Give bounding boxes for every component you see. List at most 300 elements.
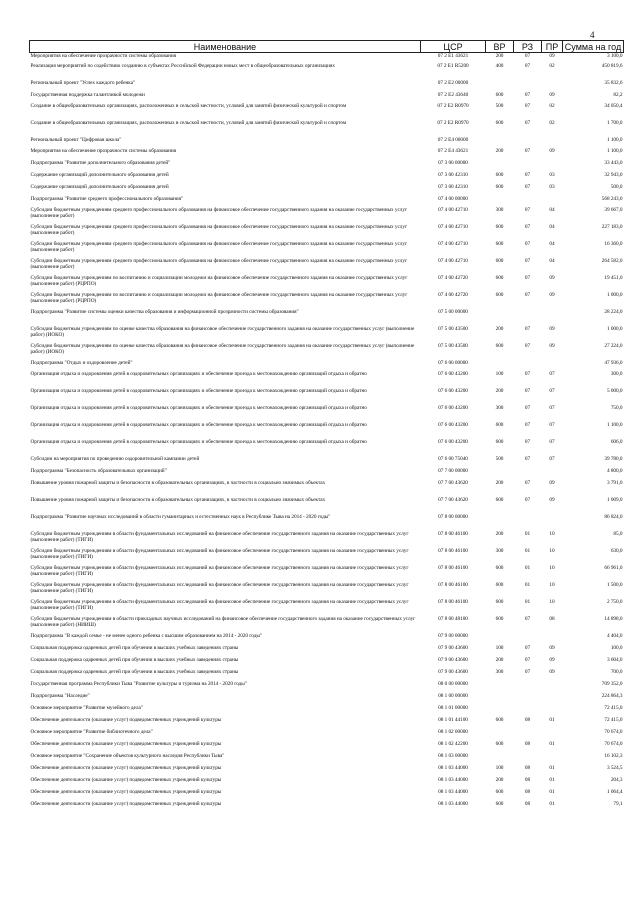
cell-pr: 03 bbox=[549, 183, 555, 190]
cell-sum: 32 943,0 bbox=[604, 171, 623, 178]
cell-sum: 85,0 bbox=[613, 530, 623, 537]
cell-pr: 10 bbox=[549, 564, 555, 571]
cell-pr bbox=[542, 360, 563, 371]
cell-pr: 04 bbox=[549, 223, 555, 230]
cell-name: Организация отдыха и оздоровления детей в оздоровительных организациях и обеспечение проезда к местонахождению организаций отдыха и обратно bbox=[30, 370, 367, 377]
cell-csr: 08 1 01 00000 bbox=[438, 704, 468, 711]
cell-name: Субсидии бюджетным учреждениям в области фундаментальных исследований на финансовое обеспечение государственного задания на оказание государственных услуг (выполнение работ) (ТИГИ) bbox=[30, 564, 409, 577]
cell-name: Создание в общеобразовательных организациях, расположенных в сельской местности, условий для занятий физической культурой и спортом bbox=[30, 102, 347, 109]
cell-sum: 1 064,4 bbox=[606, 788, 623, 795]
cell-pr: 09 bbox=[549, 291, 555, 298]
table-row bbox=[30, 777, 624, 789]
cell-rz: 07 bbox=[524, 325, 531, 332]
header-csr: ЦСР bbox=[421, 41, 486, 53]
cell-rz bbox=[514, 514, 542, 531]
cell-sum: 300,0 bbox=[610, 370, 623, 377]
cell-sum: 16 360,0 bbox=[604, 240, 623, 247]
cell-rz bbox=[514, 360, 542, 371]
cell-name: Подпрограмма "Безопасность образовательных организаций" bbox=[30, 467, 167, 474]
cell-name: Организация отдыха и оздоровления детей в оздоровительных организациях и обеспечение проезда к местонахождению организаций отдыха и обратно bbox=[30, 438, 367, 445]
cell-csr: 07 2 E2 00000 bbox=[437, 79, 469, 86]
cell-pr: 01 bbox=[549, 764, 555, 771]
cell-name: Субсидии бюджетным учреждениям среднего профессионального образования на финансовое обеспечение государственного задания на оказание государственных услуг (выполнение работ) bbox=[30, 240, 408, 253]
cell-sum: 47 936,0 bbox=[604, 359, 623, 366]
cell-vr: 600 bbox=[495, 342, 504, 349]
cell-pr: 04 bbox=[549, 206, 555, 213]
cell-pr bbox=[542, 80, 563, 92]
cell-pr: 02 bbox=[549, 62, 555, 69]
cell-name: Субсидии бюджетным учреждениям по воспитанию и социализации молодежи на финансовое обеспечение государственного задания на оказание государственных услуг (выполнение работ) (РЦРПО) bbox=[30, 291, 408, 304]
cell-sum: 1 500,0 bbox=[606, 581, 623, 588]
cell-csr: 07 7 00 43620 bbox=[438, 479, 468, 486]
cell-name: Субсидии бюджетным учреждениям в области фундаментальных исследований на финансовое обеспечение государственного задания на оказание государственных услуг (выполнение работ) (ТИГИ) bbox=[30, 547, 409, 560]
cell-csr: 07 8 00 46100 bbox=[438, 581, 468, 588]
cell-rz: 01 bbox=[524, 547, 531, 554]
table-row bbox=[30, 741, 624, 753]
cell-rz bbox=[514, 705, 542, 717]
cell-vr: 300 bbox=[495, 206, 504, 213]
table-row bbox=[30, 92, 624, 103]
cell-name: Основное мероприятие "Развитие музейного дела" bbox=[30, 704, 143, 711]
cell-csr: 08 1 03 44000 bbox=[438, 776, 468, 783]
cell-vr: 600 bbox=[495, 496, 504, 503]
cell-vr: 200 bbox=[495, 530, 504, 537]
cell-csr: 07 4 00 00000 bbox=[438, 195, 468, 202]
table-row bbox=[30, 224, 624, 241]
cell-sum: 1 009,0 bbox=[606, 496, 623, 503]
cell-pr bbox=[542, 753, 563, 765]
cell-name: Региональный проект "Успех каждого ребенка" bbox=[30, 79, 136, 86]
cell-rz bbox=[514, 309, 542, 326]
cell-name: Организация отдыха и оздоровления детей в оздоровительных организациях и обеспечение проезда к местонахождению организаций отдыха и обратно bbox=[30, 421, 367, 428]
table-row bbox=[30, 468, 624, 480]
cell-name: Региональный проект "Цифровая школа" bbox=[30, 136, 122, 143]
cell-pr: 03 bbox=[549, 171, 555, 178]
table-row bbox=[30, 669, 624, 681]
cell-vr: 200 bbox=[495, 776, 504, 783]
cell-csr: 07 5 00 00000 bbox=[438, 308, 468, 315]
cell-sum: 264 582,0 bbox=[601, 257, 623, 264]
cell-csr: 08 1 02 42200 bbox=[438, 740, 468, 747]
cell-sum: 35 832,6 bbox=[604, 79, 623, 86]
cell-pr: 01 bbox=[549, 800, 555, 807]
cell-csr: 08 1 02 00000 bbox=[438, 728, 468, 735]
cell-sum: 630,0 bbox=[610, 547, 623, 554]
table-row bbox=[30, 343, 624, 360]
cell-pr: 04 bbox=[549, 240, 555, 247]
cell-rz: 07 bbox=[524, 183, 531, 190]
cell-csr: 07 6 00 00000 bbox=[438, 359, 468, 366]
table-row bbox=[30, 753, 624, 765]
cell-name: Субсидии бюджетным учреждениям среднего профессионального образования на финансовое обеспечение государственного задания на оказание государственных услуг (выполнение работ) bbox=[30, 257, 408, 270]
cell-rz bbox=[514, 693, 542, 705]
cell-vr: 600 bbox=[495, 119, 504, 126]
cell-rz bbox=[514, 729, 542, 741]
cell-rz bbox=[514, 753, 542, 765]
cell-name: Реализация мероприятий по содействию созданию в субъектах Российской Федерации новых мест в общеобразовательных организациях bbox=[30, 62, 335, 69]
cell-vr: 500 bbox=[495, 455, 504, 462]
cell-pr: 10 bbox=[549, 581, 555, 588]
table-row bbox=[30, 241, 624, 258]
cell-sum: 224 864,3 bbox=[601, 692, 623, 699]
cell-name: Субсидии бюджетным учреждениям в области фундаментальных исследований на финансовое обеспечение государственного задания на оказание государственных услуг (выполнение работ) (ТИГИ) bbox=[30, 598, 409, 611]
cell-sum: 1 100,0 bbox=[606, 147, 623, 154]
cell-name: Государственная программа Республики Тыва "Развитие культуры и туризма на 2014 - 2020 годы" bbox=[30, 680, 247, 687]
cell-name: Основное мероприятие "Развитие библиотечного дела" bbox=[30, 728, 153, 735]
table-row bbox=[30, 120, 624, 137]
cell-vr: 300 bbox=[495, 404, 504, 411]
cell-sum: 5 000,0 bbox=[606, 387, 623, 394]
cell-rz: 07 bbox=[524, 291, 531, 298]
table-row bbox=[30, 292, 624, 309]
cell-vr: 600 bbox=[495, 598, 504, 605]
cell-csr: 08 1 03 00000 bbox=[438, 752, 468, 759]
table-row bbox=[30, 439, 624, 456]
cell-csr: 07 8 00 46100 bbox=[438, 530, 468, 537]
cell-pr: 04 bbox=[549, 257, 555, 264]
cell-csr: 07 8 00 46100 bbox=[438, 564, 468, 571]
cell-name: Обеспечение деятельности (оказание услуг) подведомственных учреждений культуры bbox=[30, 716, 222, 723]
cell-rz: 08 bbox=[524, 716, 531, 723]
cell-csr: 07 3 00 42310 bbox=[438, 183, 468, 190]
cell-csr: 08 1 00 00000 bbox=[438, 692, 468, 699]
cell-csr: 07 8 00 00000 bbox=[438, 513, 468, 520]
cell-vr: 300 bbox=[495, 547, 504, 554]
table-row bbox=[30, 633, 624, 645]
cell-vr bbox=[486, 633, 514, 645]
cell-sum: 709 352,0 bbox=[601, 680, 623, 687]
cell-pr: 09 bbox=[549, 91, 555, 98]
cell-rz: 07 bbox=[524, 119, 531, 126]
cell-name: Обеспечение деятельности (оказание услуг) подведомственных учреждений культуры bbox=[30, 776, 222, 783]
cell-name: Повышение уровня пожарной защиты и безопасности в образовательных организациях, в частности в социально значимых объектах bbox=[30, 496, 326, 503]
cell-sum: 500,0 bbox=[610, 183, 623, 190]
cell-csr: 07 6 00 43200 bbox=[438, 438, 468, 445]
cell-name: Обеспечение деятельности (оказание услуг) подведомственных учреждений культуры bbox=[30, 800, 222, 807]
cell-csr: 08 0 00 00000 bbox=[438, 680, 468, 687]
cell-name: Субсидии бюджетным учреждениям по оценке качества образования на финансовое обеспечение государственного задания на оказание государственных услуг (выполнение работ) (ИОКО) bbox=[30, 325, 415, 338]
cell-csr: 07 4 00 42720 bbox=[438, 274, 468, 281]
cell-rz: 07 bbox=[524, 91, 531, 98]
cell-pr: 09 bbox=[549, 274, 555, 281]
cell-pr bbox=[542, 514, 563, 531]
table-row bbox=[30, 196, 624, 207]
cell-vr bbox=[486, 137, 514, 148]
table-row bbox=[30, 616, 624, 633]
cell-sum: 3 604,0 bbox=[606, 656, 623, 663]
cell-vr: 300 bbox=[495, 668, 504, 675]
table-row bbox=[30, 514, 624, 531]
cell-sum: 27 224,0 bbox=[604, 342, 623, 349]
cell-name: Субсидии бюджетным учреждениям среднего профессионального образования на финансовое обеспечение государственного задания на оказание государственных услуг (выполнение работ) bbox=[30, 206, 408, 219]
table-row bbox=[30, 207, 624, 224]
table-row bbox=[30, 599, 624, 616]
cell-csr: 07 2 E4 43621 bbox=[437, 147, 469, 154]
cell-name: Государственная поддержка талантливой молодежи bbox=[30, 91, 145, 98]
cell-name: Повышение уровня пожарной защиты и безопасности в образовательных организациях, в частности в социально значимых объектах bbox=[30, 479, 326, 486]
cell-name: Подпрограмма "Отдых и оздоровление детей" bbox=[30, 359, 133, 366]
cell-rz: 08 bbox=[524, 788, 531, 795]
cell-name: Субсидии бюджетным учреждениям в области фундаментальных исследований на финансовое обеспечение государственного задания на оказание государственных услуг (выполнение работ) (ТИГИ) bbox=[30, 581, 409, 594]
cell-pr bbox=[542, 309, 563, 326]
cell-vr: 100 bbox=[495, 370, 504, 377]
cell-name: Организация отдыха и оздоровления детей в оздоровительных организациях и обеспечение проезда к местонахождению организаций отдыха и обратно bbox=[30, 387, 367, 394]
cell-rz: 07 bbox=[524, 615, 531, 622]
cell-vr bbox=[486, 360, 514, 371]
cell-pr: 09 bbox=[549, 325, 555, 332]
cell-csr: 07 6 00 43200 bbox=[438, 370, 468, 377]
cell-name: Подпрограмма "Развитие научных исследований в области гуманитарных и естественных наук в Республике Тыва на 2014 - 2020 годы" bbox=[30, 513, 331, 520]
cell-csr: 07 4 00 42710 bbox=[438, 223, 468, 230]
cell-pr: 09 bbox=[549, 496, 555, 503]
cell-rz: 07 bbox=[524, 171, 531, 178]
cell-sum: 4 800,0 bbox=[606, 467, 623, 474]
table-row bbox=[30, 422, 624, 439]
cell-name: Подпрограмма "В каждой семье - не менее одного ребенка с высшим образованием на 2014 - 2020 годы" bbox=[30, 632, 262, 639]
cell-pr bbox=[542, 196, 563, 207]
table-row bbox=[30, 681, 624, 693]
cell-csr: 07 9 00 43600 bbox=[438, 668, 468, 675]
cell-vr: 600 bbox=[495, 171, 504, 178]
table-row bbox=[30, 705, 624, 717]
cell-rz: 08 bbox=[524, 776, 531, 783]
cell-pr: 07 bbox=[549, 404, 555, 411]
table-row bbox=[30, 148, 624, 160]
cell-sum: 3 791,0 bbox=[606, 479, 623, 486]
cell-vr: 200 bbox=[495, 479, 504, 486]
cell-pr bbox=[542, 160, 563, 172]
cell-sum: 3 100,0 bbox=[606, 53, 623, 59]
cell-name: Мероприятия на обеспечение прозрачности системы образования bbox=[30, 147, 177, 154]
cell-name: Социальная поддержка одаренных детей при обучении в высших учебных заведениях страны bbox=[30, 668, 239, 675]
cell-vr: 600 bbox=[495, 257, 504, 264]
cell-pr: 10 bbox=[549, 547, 555, 554]
cell-vr: 600 bbox=[495, 223, 504, 230]
table-row bbox=[30, 184, 624, 196]
cell-rz bbox=[514, 468, 542, 480]
cell-csr: 07 8 00 46100 bbox=[438, 598, 468, 605]
table-row bbox=[30, 53, 624, 63]
cell-vr: 600 bbox=[495, 800, 504, 807]
cell-sum: 82,2 bbox=[613, 91, 623, 98]
cell-rz: 07 bbox=[524, 496, 531, 503]
cell-pr: 09 bbox=[549, 656, 555, 663]
cell-name: Субсидии бюджетным учреждениям среднего профессионального образования на финансовое обеспечение государственного задания на оказание государственных услуг (выполнение работ) bbox=[30, 223, 408, 236]
cell-name: Обеспечение деятельности (оказание услуг) подведомственных учреждений культуры bbox=[30, 740, 222, 747]
cell-name: Организация отдыха и оздоровления детей в оздоровительных организациях и обеспечение проезда к местонахождению организаций отдыха и обратно bbox=[30, 404, 367, 411]
cell-rz: 07 bbox=[524, 240, 531, 247]
cell-rz: 07 bbox=[524, 370, 531, 377]
table-row bbox=[30, 582, 624, 599]
table-row bbox=[30, 360, 624, 371]
table-row bbox=[30, 103, 624, 120]
cell-pr: 08 bbox=[549, 615, 555, 622]
cell-sum: 100,0 bbox=[610, 644, 623, 651]
cell-sum: 19 451,0 bbox=[604, 274, 623, 281]
cell-csr: 08 1 01 44100 bbox=[438, 716, 468, 723]
cell-csr: 07 5 00 43500 bbox=[438, 342, 468, 349]
cell-name: Подпрограмма "Развитие системы оценки качества образования и информационной прозрачности системы образования" bbox=[30, 308, 299, 315]
table-row bbox=[30, 717, 624, 729]
cell-csr: 07 2 E2 R0970 bbox=[437, 119, 469, 126]
cell-sum: 34 050,4 bbox=[604, 102, 623, 109]
cell-pr: 02 bbox=[549, 102, 555, 109]
cell-pr: 09 bbox=[549, 644, 555, 651]
cell-csr: 07 6 00 43200 bbox=[438, 404, 468, 411]
cell-sum: 16 102,3 bbox=[604, 752, 623, 759]
cell-vr: 600 bbox=[495, 421, 504, 428]
cell-rz: 01 bbox=[524, 581, 531, 588]
cell-vr bbox=[486, 693, 514, 705]
cell-pr: 09 bbox=[549, 53, 555, 59]
cell-name: Субсидии бюджетным учреждениям в области фундаментальных исследований на финансовое обеспечение государственного задания на оказание государственных услуг (выполнение работ) (ТИГИ) bbox=[30, 530, 409, 543]
cell-sum: 204,3 bbox=[610, 776, 623, 783]
table-row bbox=[30, 326, 624, 343]
cell-vr: 600 bbox=[495, 615, 504, 622]
cell-sum: 1 700,0 bbox=[606, 119, 623, 126]
cell-pr bbox=[542, 729, 563, 741]
cell-rz bbox=[514, 633, 542, 645]
cell-rz: 07 bbox=[524, 223, 531, 230]
cell-sum: 450 819,6 bbox=[601, 62, 623, 69]
cell-vr bbox=[486, 80, 514, 92]
cell-csr: 07 2 E2 43640 bbox=[437, 91, 469, 98]
table-row bbox=[30, 789, 624, 801]
cell-rz bbox=[514, 137, 542, 148]
cell-sum: 3 524,5 bbox=[606, 764, 623, 771]
cell-rz: 07 bbox=[524, 404, 531, 411]
cell-sum: 227 183,0 bbox=[601, 223, 623, 230]
cell-pr: 07 bbox=[549, 455, 555, 462]
table-row bbox=[30, 405, 624, 422]
cell-pr: 07 bbox=[549, 387, 555, 394]
cell-sum: 568 243,0 bbox=[601, 195, 623, 202]
cell-sum: 750,0 bbox=[610, 404, 623, 411]
cell-rz: 07 bbox=[524, 342, 531, 349]
cell-sum: 70 674,0 bbox=[604, 740, 623, 747]
cell-vr: 100 bbox=[495, 644, 504, 651]
cell-rz: 08 bbox=[524, 800, 531, 807]
cell-rz: 08 bbox=[524, 764, 531, 771]
cell-vr bbox=[486, 514, 514, 531]
cell-rz: 01 bbox=[524, 598, 531, 605]
cell-vr bbox=[486, 160, 514, 172]
cell-name: Субсидии бюджетным учреждениям в области прикладных научных исследований на финансовое обеспечение государственного задания на оказание государственных услуг (выполнение работ) (НИИШ) bbox=[30, 615, 416, 628]
cell-vr bbox=[486, 753, 514, 765]
cell-vr: 500 bbox=[495, 102, 504, 109]
table-row bbox=[30, 63, 624, 80]
cell-pr bbox=[542, 693, 563, 705]
cell-csr: 07 6 00 43200 bbox=[438, 387, 468, 394]
cell-sum: 1 100,0 bbox=[606, 136, 623, 143]
cell-rz bbox=[514, 80, 542, 92]
cell-pr: 10 bbox=[549, 598, 555, 605]
table-row bbox=[30, 309, 624, 326]
cell-pr: 10 bbox=[549, 530, 555, 537]
cell-vr: 600 bbox=[495, 240, 504, 247]
table-row bbox=[30, 765, 624, 777]
table-row bbox=[30, 548, 624, 565]
cell-csr: 07 6 00 75040 bbox=[438, 455, 468, 462]
header-name: Наименование bbox=[30, 41, 421, 53]
table-row bbox=[30, 80, 624, 92]
cell-sum: 1 000,0 bbox=[606, 291, 623, 298]
cell-pr: 02 bbox=[549, 119, 555, 126]
cell-vr: 200 bbox=[495, 387, 504, 394]
cell-name: Подпрограмма "Развитие среднего профессионального образования" bbox=[30, 195, 184, 202]
cell-name: Субсидии на мероприятия по проведению оздоровительной кампании детей bbox=[30, 455, 200, 462]
cell-rz: 01 bbox=[524, 530, 531, 537]
cell-name: Обеспечение деятельности (оказание услуг) подведомственных учреждений культуры bbox=[30, 764, 222, 771]
cell-sum: 72 415,0 bbox=[604, 704, 623, 711]
cell-name: Обеспечение деятельности (оказание услуг) подведомственных учреждений культуры bbox=[30, 788, 222, 795]
table-row bbox=[30, 371, 624, 388]
cell-vr: 200 bbox=[495, 53, 504, 59]
cell-name: Основное мероприятие "Сохранение объектов культурного наследия Республики Тыва" bbox=[30, 752, 225, 759]
cell-sum: 39 667,0 bbox=[604, 206, 623, 213]
cell-csr: 08 1 03 44000 bbox=[438, 764, 468, 771]
cell-sum: 66 961,0 bbox=[604, 564, 623, 571]
cell-vr bbox=[486, 681, 514, 693]
cell-vr: 200 bbox=[495, 325, 504, 332]
cell-name: Создание в общеобразовательных организациях, расположенных в сельской местности, условий для занятий физической культурой и спортом bbox=[30, 119, 347, 126]
cell-csr: 08 1 03 44000 bbox=[438, 800, 468, 807]
cell-csr: 07 8 00 48100 bbox=[438, 615, 468, 622]
cell-sum: 2 750,0 bbox=[606, 598, 623, 605]
cell-csr: 07 2 E1 43621 bbox=[437, 53, 469, 59]
cell-csr: 07 5 00 43500 bbox=[438, 325, 468, 332]
cell-vr: 600 bbox=[495, 788, 504, 795]
cell-sum: 1 100,0 bbox=[606, 421, 623, 428]
cell-rz: 07 bbox=[524, 479, 531, 486]
cell-pr: 01 bbox=[549, 788, 555, 795]
cell-name: Подпрограмма "Наследие" bbox=[30, 692, 90, 699]
cell-csr: 07 2 E4 00000 bbox=[437, 136, 469, 143]
table-row bbox=[30, 275, 624, 292]
table-row bbox=[30, 456, 624, 468]
cell-pr: 07 bbox=[549, 421, 555, 428]
cell-csr: 07 9 00 43600 bbox=[438, 656, 468, 663]
cell-csr: 07 7 00 00000 bbox=[438, 467, 468, 474]
cell-sum: 606,0 bbox=[610, 438, 623, 445]
cell-vr: 200 bbox=[495, 656, 504, 663]
cell-csr: 07 4 00 42710 bbox=[438, 240, 468, 247]
cell-pr bbox=[542, 137, 563, 148]
header-pr: ПР bbox=[542, 41, 563, 53]
cell-sum: 72 415,0 bbox=[604, 716, 623, 723]
cell-name: Субсидии бюджетным учреждениям по оценке качества образования на финансовое обеспечение государственного задания на оказание государственных услуг (выполнение работ) (ИОКО) bbox=[30, 342, 415, 355]
cell-pr: 09 bbox=[549, 147, 555, 154]
cell-rz bbox=[514, 196, 542, 207]
cell-csr: 07 3 00 00000 bbox=[438, 159, 468, 166]
cell-sum: 33 443,0 bbox=[604, 159, 623, 166]
page-number: 4 bbox=[590, 30, 595, 40]
cell-vr bbox=[486, 705, 514, 717]
cell-vr: 600 bbox=[495, 183, 504, 190]
table-row bbox=[30, 172, 624, 184]
cell-csr: 07 2 E2 R0970 bbox=[437, 102, 469, 109]
cell-vr: 600 bbox=[495, 581, 504, 588]
cell-rz: 07 bbox=[524, 102, 531, 109]
cell-pr: 01 bbox=[549, 716, 555, 723]
cell-name: Социальная поддержка одаренных детей при обучении в высших учебных заведениях страны bbox=[30, 644, 239, 651]
header-sum: Сумма на год bbox=[563, 41, 624, 53]
cell-rz: 08 bbox=[524, 740, 531, 747]
cell-pr bbox=[542, 633, 563, 645]
cell-name: Субсидии бюджетным учреждениям по воспитанию и социализации молодежи на финансовое обеспечение государственного задания на оказание государственных услуг (выполнение работ) (РЦРПО) bbox=[30, 274, 408, 287]
cell-rz: 01 bbox=[524, 564, 531, 571]
table-header-row bbox=[30, 41, 624, 53]
